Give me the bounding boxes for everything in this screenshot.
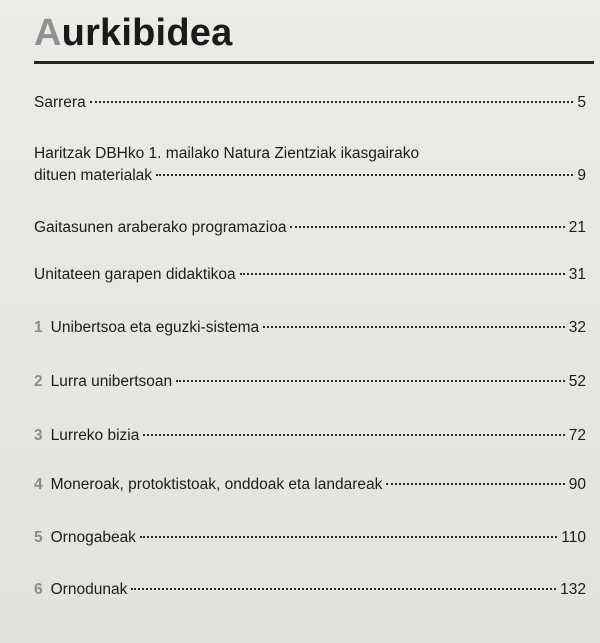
dot-leader [176,380,565,382]
toc-entry-unit-3[interactable] [34,425,586,447]
toc-entry-unit-1[interactable] [34,317,586,339]
toc-entry-label: dituen materialak [34,167,153,184]
dot-leader [143,434,564,436]
toc-entry-page: 21 [568,219,586,236]
unit-number: 5 [34,529,43,546]
title-first-letter: A [34,12,62,54]
unit-number: 3 [34,427,43,444]
toc-entry-page: 132 [560,581,586,598]
toc-entry-garapen-didaktikoa[interactable] [34,264,586,286]
title-rule [34,61,594,64]
toc-entry-label: Lurreko bizia [50,427,140,444]
dot-leader [386,483,564,485]
toc-entry-unit-6[interactable] [34,579,586,601]
toc-entry-label: Ornogabeak [50,529,136,546]
title-rest: urkibidea [61,12,233,54]
unit-number: 4 [34,476,43,493]
unit-number: 1 [34,319,43,336]
dot-leader [131,588,556,590]
toc-entry-page: 72 [568,427,586,444]
toc-entry-programazioa[interactable] [34,217,586,239]
toc-entry-label: Lurra unibertsoan [50,373,173,390]
dot-leader [263,326,565,328]
page-title [34,12,232,55]
toc-entry-page: 32 [568,319,586,336]
toc-entry-label: Sarrera [34,94,86,111]
toc-entry-label-line1: Haritzak DBHko 1. mailako Natura Zientziak ikasgairako [34,145,420,162]
toc-entry-materialak[interactable] [34,143,586,187]
toc-entry-unit-5[interactable] [34,527,586,549]
dot-leader [240,273,565,275]
toc-entry-label: Moneroak, protoktistoak, onddoak eta landareak [50,476,383,493]
toc-entry-label: Unitateen garapen didaktikoa [34,266,236,283]
toc-entry-page: 52 [568,373,586,390]
toc-entry-unit-2[interactable] [34,371,586,393]
toc-entry-page: 90 [568,476,586,493]
unit-number: 6 [34,581,43,598]
toc-entry-page: 110 [561,529,586,546]
dot-leader [290,226,564,228]
unit-number: 2 [34,373,43,390]
dot-leader [156,174,573,176]
toc-entry-label: Gaitasunen araberako programazioa [34,219,287,236]
toc-entry-label: Ornodunak [50,581,128,598]
toc-entry-sarrera[interactable] [34,92,586,114]
toc-entry-page: 9 [577,167,586,184]
dot-leader [140,536,557,538]
toc-entry-page: 5 [577,94,586,111]
toc-entry-label: Unibertsoa eta eguzki-sistema [50,319,260,336]
toc-entry-page: 31 [568,266,586,283]
toc-entry-unit-4[interactable] [34,474,586,496]
dot-leader [90,101,574,103]
